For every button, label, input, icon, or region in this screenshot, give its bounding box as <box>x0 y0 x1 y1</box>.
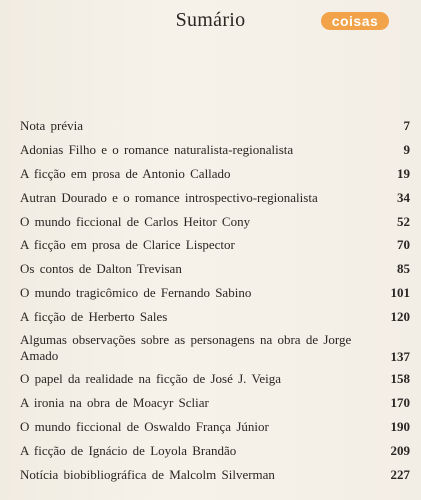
toc-entry-page: 137 <box>390 349 410 365</box>
toc-entry-title: Algumas observações sobre as personagens na obra de Jorge Amado <box>20 332 352 364</box>
toc-entry-title: Notícia biobibliográfica de Malcolm Silverman <box>20 466 275 482</box>
toc-entry-page: 19 <box>397 165 410 181</box>
toc-entry-page: 190 <box>390 418 410 434</box>
toc-entry-page: 158 <box>390 371 410 387</box>
toc-entry <box>20 281 410 305</box>
page-title: Sumário <box>175 9 246 31</box>
toc-entry-title: Nota prévia <box>20 118 84 133</box>
toc-entry <box>20 415 410 439</box>
toc-entry-page: 227 <box>390 466 410 482</box>
toc-entry-page: 7 <box>403 118 410 133</box>
toc-entry-page: 52 <box>397 213 410 229</box>
toc-entry-page: 209 <box>390 442 410 458</box>
toc-entry-title: O mundo ficcional de Oswaldo França Júnior <box>20 418 269 434</box>
toc-entry <box>20 210 410 234</box>
toc-entry <box>20 233 410 257</box>
toc-entry-page: 9 <box>403 141 410 157</box>
watermark-logo: coisas <box>321 12 389 30</box>
toc-entry <box>20 463 410 487</box>
toc-entry <box>20 305 410 329</box>
toc-entry-title: A ficção em prosa de Clarice Lispector <box>20 237 235 253</box>
toc-entry-title: O mundo tragicômico de Fernando Sabino <box>20 285 252 301</box>
toc-entry <box>20 257 410 281</box>
toc-entry-page: 101 <box>390 285 410 301</box>
toc-entry <box>20 114 410 138</box>
toc-entry <box>20 391 410 415</box>
toc-entry-title: O mundo ficcional de Carlos Heitor Cony <box>20 213 251 229</box>
toc-entry-page: 70 <box>397 237 410 253</box>
toc-entry-title: A ficção de Ignácio de Loyola Brandão <box>20 442 237 458</box>
toc-entry-title: Adonias Filho e o romance naturalista-regionalista <box>20 141 294 157</box>
toc-entry-page: 120 <box>390 309 410 325</box>
toc-entry <box>20 439 410 463</box>
toc-entry <box>20 367 410 391</box>
table-of-contents <box>20 114 410 486</box>
toc-entry <box>20 186 410 210</box>
toc-entry <box>20 329 410 367</box>
toc-entry-title: A ironia na obra de Moacyr Scliar <box>20 394 209 410</box>
toc-entry-title: A ficção de Herberto Sales <box>20 309 168 325</box>
toc-entry <box>20 162 410 186</box>
toc-entry-page: 85 <box>397 261 410 277</box>
toc-entry <box>20 138 410 162</box>
toc-entry-page: 34 <box>397 189 410 205</box>
toc-entry-page: 170 <box>390 394 410 410</box>
toc-entry-title: Autran Dourado e o romance introspectivo-regionalista <box>20 189 318 205</box>
toc-entry-title: O papel da realidade na ficção de José J. Veiga <box>20 371 282 387</box>
toc-entry-title: A ficção em prosa de Antonio Callado <box>20 165 231 181</box>
toc-entry-title: Os contos de Dalton Trevisan <box>20 261 182 277</box>
